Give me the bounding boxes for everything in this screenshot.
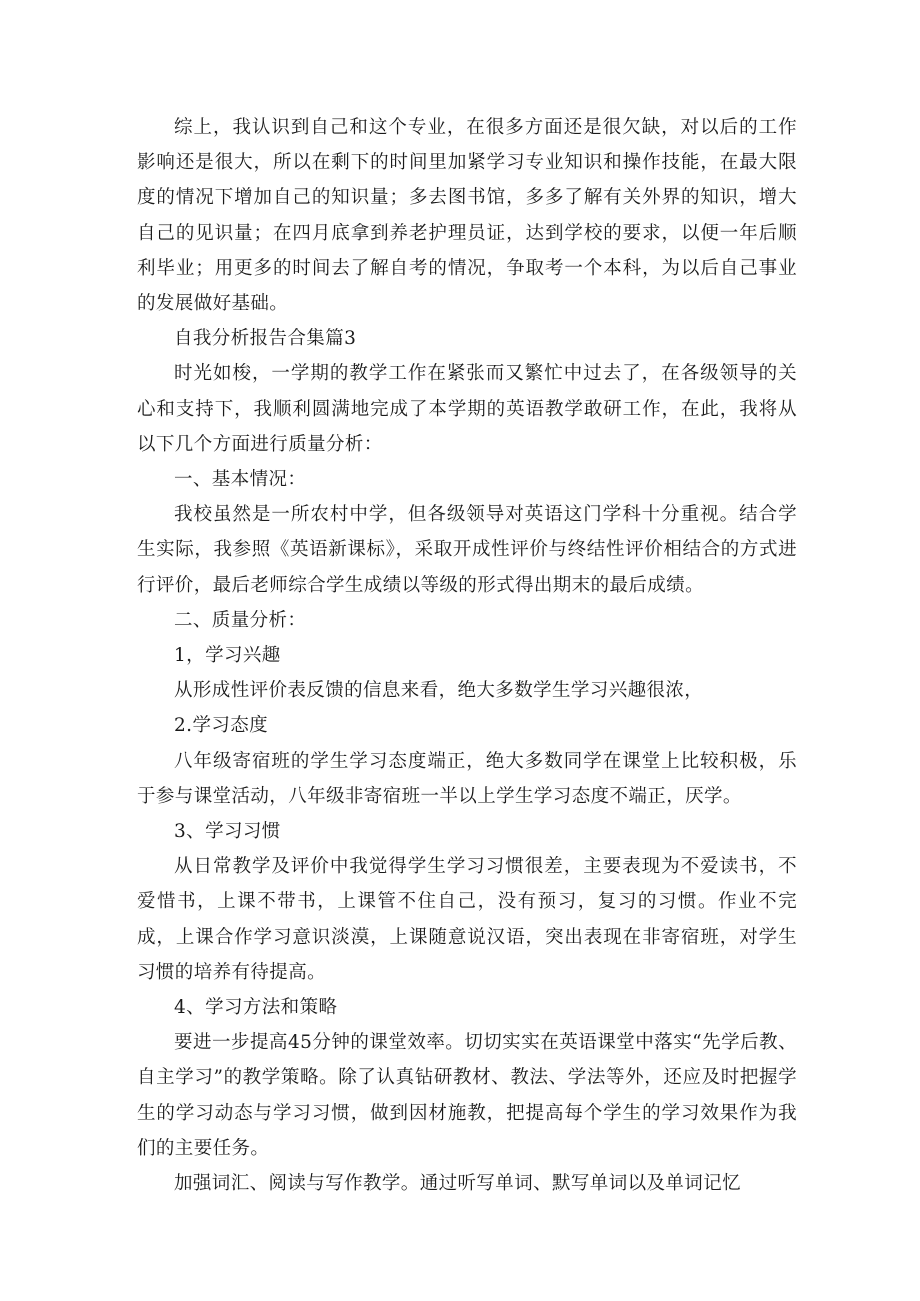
- paragraph-basic-situation: 我校虽然是一所农村中学，但各级领导对英语这门学科十分重视。结合学生实际，我参照《英语新课标》，采取开成性评价与终结性评价相结合的方式进行评价，最后老师综合学生成绩以等级的形式得出期末的最后成绩。: [137, 504, 797, 596]
- paragraph-attitude: 八年级寄宿班的学生学习态度端正，绝大多数同学在课堂上比较积极，乐于参与课堂活动，八年级非寄宿班一半以上学生学习态度不端正，厌学。: [137, 750, 797, 807]
- subheading-methods: 4、学习方法和策略: [174, 997, 338, 1019]
- paragraph-vocabulary: 加强词汇、阅读与写作教学。通过听写单词、默写单词以及单词记忆: [174, 1173, 742, 1195]
- section-title: 自我分析报告合集篇3: [174, 328, 357, 350]
- heading-quality-analysis: 二、质量分析：: [174, 609, 307, 631]
- heading-basic-situation: 一、基本情况：: [174, 469, 307, 491]
- document-body: [137, 110, 797, 1201]
- paragraph-methods: 要进一步提高45分钟的课堂效率。切切实实在英语课堂中落实“先学后教、自主学习”的教学策略。除了认真钻研教材、教法、学法等外，还应及时把握学生的学习动态与学习习惯，做到因材施教，把提高每个学生的学习效果作为我们的主要任务。: [137, 1032, 797, 1159]
- subheading-habits: 3、学习习惯: [174, 821, 281, 843]
- paragraph-intro: 时光如梭，一学期的教学工作在紧张而又繁忙中过去了，在各级领导的关心和支持下，我顺利圆满地完成了本学期的英语教学敢研工作，在此，我将从以下几个方面进行质量分析：: [137, 363, 797, 455]
- subheading-attitude: 2.学习态度: [174, 715, 269, 737]
- subheading-interest: 1，学习兴趣: [174, 645, 281, 667]
- paragraph-habits: 从日常教学及评价中我觉得学生学习习惯很差，主要表现为不爱读书，不爱惜书，上课不带书，上课管不住自己，没有预习，复习的习惯。作业不完成，上课合作学习意识淡漠，上课随意说汉语，突出表现在非寄宿班，对学生习惯的培养有待提高。: [137, 856, 797, 983]
- paragraph-interest: 从形成性评价表反馈的信息来看，绝大多数学生学习兴趣很浓，: [174, 680, 704, 702]
- paragraph-summary: 综上，我认识到自己和这个专业，在很多方面还是很欠缺，对以后的工作影响还是很大，所以在剩下的时间里加紧学习专业知识和操作技能，在最大限度的情况下增加自己的知识量；多去图书馆，多多了解有关外界的知识，增大自己的见识量；在四月底拿到养老护理员证，达到学校的要求，以便一年后顺利毕业；用更多的时间去了解自考的情况，争取考一个本科，为以后自己事业的发展做好基础。: [137, 117, 797, 315]
